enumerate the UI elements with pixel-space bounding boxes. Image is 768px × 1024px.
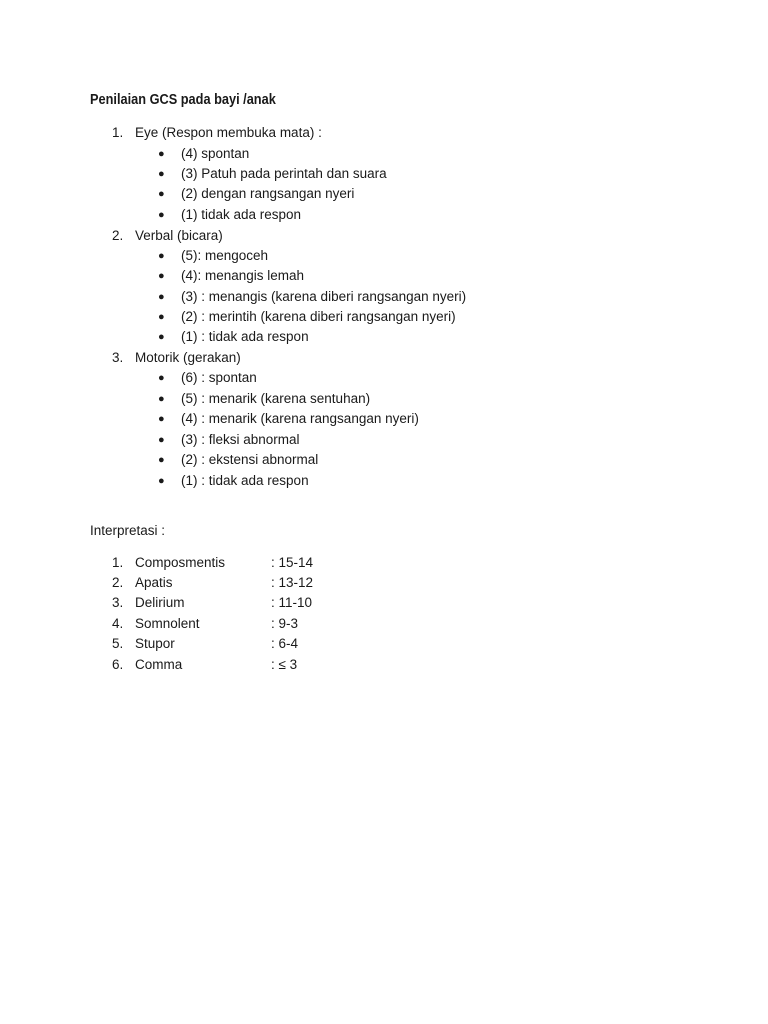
list-item-text: (4) spontan bbox=[181, 146, 250, 161]
list-item-text: (5) : menarik (karena sentuhan) bbox=[181, 391, 371, 406]
bullet-icon: ● bbox=[158, 413, 165, 425]
bullet-icon: ● bbox=[158, 250, 165, 262]
bullet-icon: ● bbox=[158, 454, 165, 466]
consciousness-state: Somnolent bbox=[135, 616, 200, 631]
section-number: 3. bbox=[112, 350, 124, 365]
bullet-icon: ● bbox=[158, 434, 165, 446]
interpretation-label: Interpretasi : bbox=[90, 523, 166, 538]
list-item-text: (4) : menarik (karena rangsangan nyeri) bbox=[181, 411, 419, 426]
consciousness-state: Apatis bbox=[135, 575, 173, 590]
list-item-text: (1) : tidak ada respon bbox=[181, 473, 309, 488]
list-item-text: (3) : fleksi abnormal bbox=[181, 432, 300, 447]
bullet-icon: ● bbox=[158, 311, 165, 323]
bullet-icon: ● bbox=[158, 148, 165, 160]
list-item-text: (3) Patuh pada perintah dan suara bbox=[181, 166, 387, 181]
bullet-icon: ● bbox=[158, 331, 165, 343]
row-number: 2. bbox=[112, 575, 124, 590]
section-label: Motorik (gerakan) bbox=[135, 350, 241, 365]
section-number: 2. bbox=[112, 228, 124, 243]
list-item-text: (5): mengoceh bbox=[181, 248, 269, 263]
section-number: 1. bbox=[112, 125, 124, 140]
consciousness-state: Comma bbox=[135, 657, 183, 672]
list-item-text: (1) : tidak ada respon bbox=[181, 329, 309, 344]
consciousness-state: Composmentis bbox=[135, 555, 226, 570]
score-range: : 15-14 bbox=[271, 555, 314, 570]
list-item-text: (1) tidak ada respon bbox=[181, 207, 302, 222]
consciousness-state: Stupor bbox=[135, 636, 175, 651]
score-range: : 9-3 bbox=[271, 616, 299, 631]
bullet-icon: ● bbox=[158, 168, 165, 180]
bullet-icon: ● bbox=[158, 270, 165, 282]
score-range: : ≤ 3 bbox=[271, 657, 298, 672]
row-number: 4. bbox=[112, 616, 124, 631]
list-item-text: (3) : menangis (karena diberi rangsangan nyeri) bbox=[181, 289, 467, 304]
section-label: Eye (Respon membuka mata) : bbox=[135, 125, 322, 140]
list-item-text: (2) dengan rangsangan nyeri bbox=[181, 186, 355, 201]
consciousness-state: Delirium bbox=[135, 595, 185, 610]
list-item-text: (2) : ekstensi abnormal bbox=[181, 452, 319, 467]
bullet-icon: ● bbox=[158, 291, 165, 303]
section-label: Verbal (bicara) bbox=[135, 228, 223, 243]
row-number: 6. bbox=[112, 657, 124, 672]
score-range: : 13-12 bbox=[271, 575, 314, 590]
bullet-icon: ● bbox=[158, 188, 165, 200]
bullet-icon: ● bbox=[158, 209, 165, 221]
row-number: 1. bbox=[112, 555, 124, 570]
list-item-text: (4): menangis lemah bbox=[181, 268, 305, 283]
list-item-text: (2) : merintih (karena diberi rangsangan nyeri) bbox=[181, 309, 456, 324]
document-title: Penilaian GCS pada bayi /anak bbox=[90, 92, 276, 108]
list-item-text: (6) : spontan bbox=[181, 370, 257, 385]
row-number: 3. bbox=[112, 595, 124, 610]
score-range: : 11-10 bbox=[271, 595, 313, 610]
bullet-icon: ● bbox=[158, 393, 165, 405]
row-number: 5. bbox=[112, 636, 124, 651]
bullet-icon: ● bbox=[158, 475, 165, 487]
score-range: : 6-4 bbox=[271, 636, 299, 651]
bullet-icon: ● bbox=[158, 372, 165, 384]
